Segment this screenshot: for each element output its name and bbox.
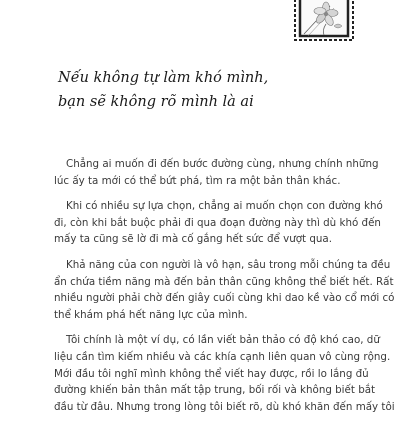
text-line: thể khám phá hết năng lực của mình. — [54, 308, 248, 321]
paragraph-2 — [54, 198, 383, 248]
paragraph-1 — [54, 156, 379, 189]
text-line: Khả năng của con người là vô hạn, sâu trong mỗi chúng ta đều — [66, 258, 391, 271]
text-line: lúc ấy ta mới có thể bứt phá, tìm ra một bản thân khác. — [54, 174, 341, 187]
flower-stamp-illustration — [294, 0, 354, 42]
paragraph-3 — [54, 257, 395, 323]
chapter-heading — [58, 66, 378, 114]
text-line: Mới đầu tôi nghĩ mình không thể viết hay được, rồi lo lắng đủ — [54, 367, 369, 380]
text-line: đi, còn khi bắt buộc phải đi qua đoạn đường này thì dù khó đến — [54, 216, 381, 229]
paragraph-4 — [54, 332, 395, 415]
flower-stamp-icon — [294, 0, 354, 42]
text-line: Khi có nhiều sự lựa chọn, chẳng ai muốn chọn con đường khó — [66, 200, 383, 213]
heading-line-2: bạn sẽ không rõ mình là ai — [58, 94, 254, 110]
text-line: mấy ta cũng sẽ lờ đi mà cố gắng hết sức để vượt qua. — [54, 233, 332, 246]
text-line: Chẳng ai muốn đi đến bước đường cùng, nhưng chính những — [66, 158, 379, 170]
text-line: Tôi chính là một ví dụ, có lần viết bản thảo có độ khó cao, dữ — [66, 334, 380, 347]
text-line: nhiều người phải chờ đến giây cuối cùng khi dao kề vào cổ mới có — [54, 292, 395, 305]
text-line: đầu từ đâu. Nhưng trong lòng tôi biết rõ, dù khó khăn đến mấy tôi — [54, 400, 395, 413]
body-text — [54, 156, 395, 424]
text-line: liệu cần tìm kiếm nhiều và các khía cạnh liên quan vô cùng rộng. — [54, 350, 391, 363]
heading-line-1: Nếu không tự làm khó mình, — [58, 70, 269, 86]
text-line: ẩn chứa tiềm năng mà đến bản thân cũng không thể biết hết. Rất — [54, 275, 394, 288]
text-line: đường khiến bản thân mất tập trung, bối rối và không biết bắt — [54, 384, 376, 397]
